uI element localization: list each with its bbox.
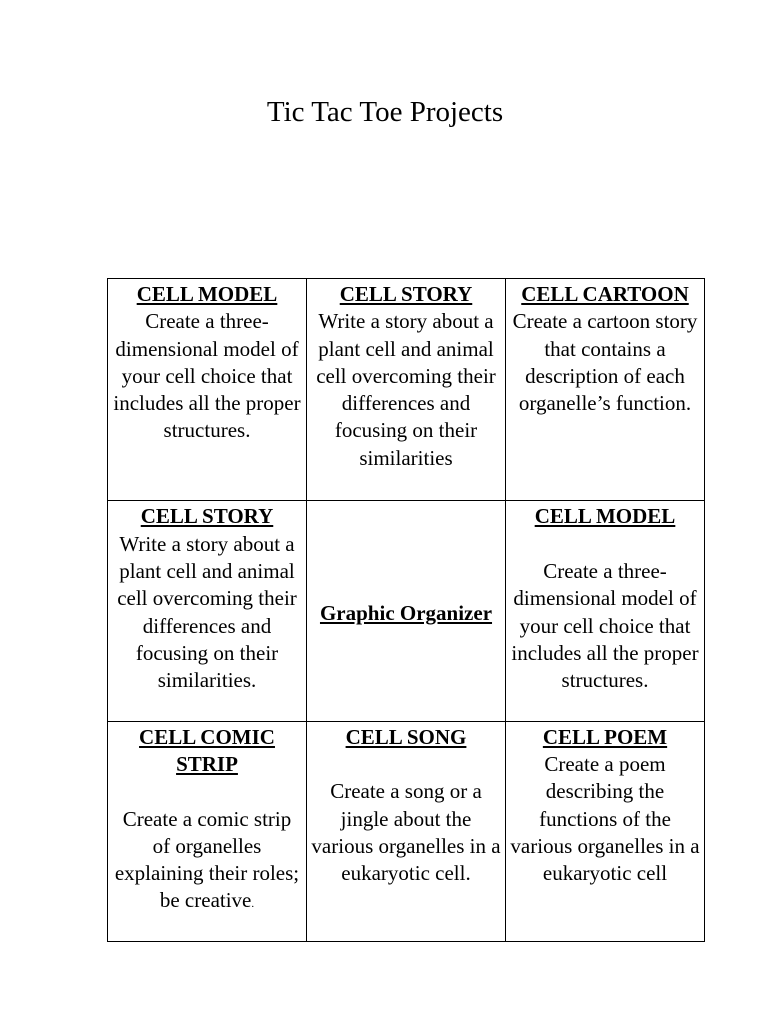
grid-cell-cell-cartoon bbox=[506, 279, 705, 501]
cell-title: CELL COMIC STRIP bbox=[139, 724, 275, 776]
trailing-period: . bbox=[251, 898, 255, 911]
cell-description-text: Create a comic strip of organelles explaining their roles; be creative bbox=[114, 806, 300, 913]
grid-cell-cell-story bbox=[108, 501, 307, 721]
cell-title: CELL SONG bbox=[345, 724, 467, 749]
grid-cell-cell-poem bbox=[506, 721, 705, 941]
cell-description: Write a story about a plant cell and animal cell overcoming their differences and focusing on their similarities. bbox=[117, 531, 297, 693]
cell-description: Create a poem describing the functions of the various organelles in a eukaryotic cell bbox=[510, 751, 700, 886]
grid-cell-cell-model bbox=[506, 501, 705, 721]
grid-row bbox=[108, 279, 705, 501]
grid-cell-cell-story bbox=[307, 279, 506, 501]
page-title: Tic Tac Toe Projects bbox=[266, 96, 504, 128]
cell-description: Create a song or a jingle about the various organelles in a eukaryotic cell. bbox=[311, 779, 501, 886]
cell-title: CELL CARTOON bbox=[521, 282, 689, 306]
cell-description: Write a story about a plant cell and animal cell overcoming their differences and focusing on their similarities bbox=[316, 309, 496, 470]
grid-cell-cell-model bbox=[108, 279, 307, 501]
cell-description: Create a three-dimensional model of your cell choice that includes all the proper structures. bbox=[113, 309, 301, 443]
spacer bbox=[510, 531, 700, 558]
cell-title: CELL MODEL bbox=[534, 504, 676, 529]
cell-title: CELL POEM bbox=[542, 724, 668, 749]
cell-title: CELL MODEL bbox=[136, 282, 278, 306]
spacer bbox=[311, 751, 501, 778]
grid-cell-graphic-organizer bbox=[307, 501, 506, 721]
cell-title: CELL STORY bbox=[339, 282, 473, 306]
grid-cell-cell-song bbox=[307, 721, 506, 941]
grid-row bbox=[108, 501, 705, 721]
cell-description: Create a cartoon story that contains a description of each organelle’s function. bbox=[512, 309, 698, 416]
cell-title: Graphic Organizer bbox=[319, 601, 493, 626]
cell-title: CELL STORY bbox=[140, 504, 274, 529]
spacer bbox=[112, 778, 302, 805]
grid-row bbox=[108, 721, 705, 941]
tic-tac-toe-grid bbox=[107, 278, 705, 942]
grid-cell-cell-comic-strip bbox=[108, 721, 307, 941]
cell-description: Create a three-dimensional model of your cell choice that includes all the proper structures. bbox=[511, 558, 699, 693]
cell-description bbox=[112, 806, 302, 919]
